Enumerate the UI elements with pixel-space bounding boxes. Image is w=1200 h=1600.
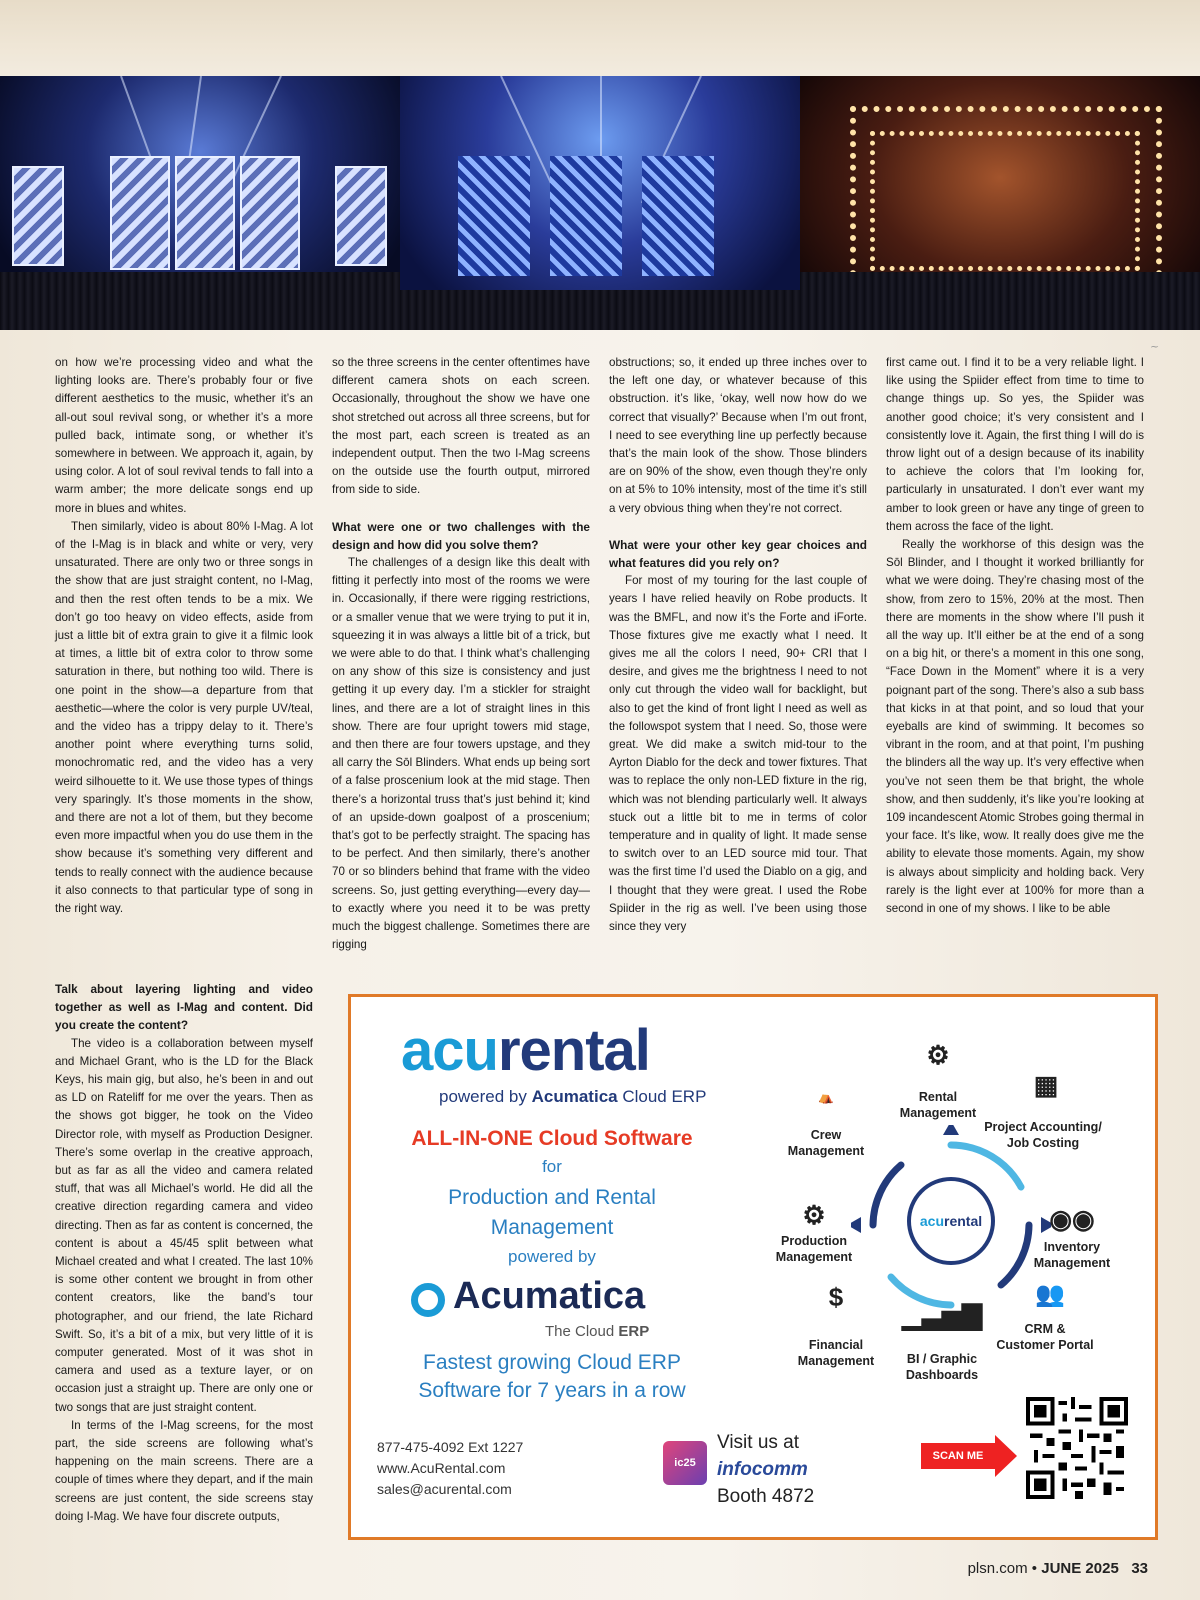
ad-email-link[interactable]: sales@acurental.com [377, 1481, 512, 1497]
article-column-4 [886, 354, 1144, 918]
paragraph: In terms of the I-Mag screens, for the most part, the side screens are following what’s happening on the main screens. There are a couple of times where they depart, and if the main screens are just content, the side screens stay doing I-Mag. We have four discrete outputs, [55, 1418, 313, 1523]
paragraph: first came out. I find it to be a very reliable light. I like using the Spiider effect from time to time to change things up. So yes, the Spiider was another good choice; it’s very consistent and I consistently love it. Again, the first thing I will do is throw light out of a design because of its inability to achieve the colors that I’m looking for, particularly in unsaturated. I don’t ever want my amber to look green or have any tinge of green to them across the face of the light. [886, 356, 1144, 533]
powered-by-acumatica-line: powered by Acumatica Cloud ERP [439, 1087, 707, 1106]
page-number: 33 [1131, 1560, 1148, 1577]
arrow-right-icon [995, 1435, 1017, 1477]
concert-photo-left [0, 76, 400, 330]
acumatica-wordmark: Acumatica [453, 1275, 646, 1317]
article-column-2 [332, 354, 590, 955]
paragraph: The video is a collaboration between myself and Michael Grant, who is the LD for the Black Keys, his main gig, but also, he’s been in and out as LD on Rateliff for me over the years. Then as the shows got bigger, he took on the Video Director role, with myself as Production Designer. There’s some overlap in the creative approach, but as far as all the video and camera related stuff, that was all Michael’s world. He did all the creative direction regarding camera and video directing. Then as far as content is concerned, the content is about a 45/45 split between what Michael created and what I created. The last 10% is some other content we brought in from other content creators, like the band’s tour photographer, and our friend, the late Richard Swift. So, it’s a bit of a mix, but very little of it is computer generated. Most of it was shot in camera and used as a texture layer, or on occasion just a straight up. There are only one or two songs that are just straight content. [55, 1036, 313, 1414]
acumatica-tagline: The Cloud ERP [545, 1323, 650, 1340]
feature-financial-management: Financial Management [797, 1338, 875, 1368]
production-gear-icon: ⚙ [802, 1200, 826, 1230]
bar-chart-icon: ▁▃▅▇ [902, 1300, 982, 1330]
top-parchment-band [0, 0, 1200, 76]
acurental-logo: acurental [401, 1018, 650, 1083]
ad-production-rental: Production and Rental Management [448, 1186, 656, 1239]
paragraph: For most of my touring for the last couple of years I have relied heavily on Robe products. It was the BMFL, and now it’s the Forte and iForte. Those fixtures give me exactly what I need. It gives me all the colors I need, 90+ CRI that I desire, and gives me the brightness I need to not only cut through the video wall for backlight, but also to get the kind of front light I need as well as the followspot system that I need. So, those were great. We did make a switch mid-tour to the Ayrton Diablo for the deck and tower fixtures. That was to replace the only non-LED fixture in the rig, which was not blending particularly well. It always stuck out a little bit to me in terms of color temperature and in quality of light. It made sense to switch over to an LED source mid tour. That was the first time I’d used the Diablo on a gig, and I thought that they were great. I used the Robe Spiider in the rig as well. I’ve been using those since they very [609, 574, 867, 934]
rental-gears-icon: ⚙ [926, 1040, 950, 1070]
speakers-icon: ◉◉ [1049, 1204, 1095, 1234]
ad-powered-by: powered by [508, 1247, 596, 1266]
article-column-1-lower [55, 980, 313, 1526]
subheading: What were one or two challenges with the design and how did you solve them? [332, 519, 590, 552]
ad-headline: ALL-IN-ONE Cloud Software [411, 1127, 693, 1150]
feature-project-accounting: Project Accounting/ Job Costing [984, 1120, 1102, 1150]
paragraph: The challenges of a design like this dealt with fitting it perfectly into most of the rooms we were in. Occasionally, if there were rigging restrictions, or a smaller venue that we were trying to put it in, squeezing it in was always a little bit of a trick, but we were able to do that. I think what’s challenging on any show of this size is consistency and just getting it up every day. I’m a stickler for straight lines, and there are a lot of straight lines in this show. There are four upright towers mid stage, and then there are four towers upstage, and they all carry the Sōl Blinders. What ends up being sort of a false proscenium look at the mid stage. Then there’s a horizontal truss that’s just behind it; kind of an upside-down goalpost of a proscenium; that’s got to be perfectly straight. The spacing has to be perfect. And then similarly, there’s another 70 or so blinders behind that frame with the video screens. So, just getting everything—every day—to exactly where you need it to be was pretty much the biggest challenge. Sometimes there are rigging [332, 556, 590, 952]
article-column-3 [609, 354, 867, 936]
paragraph: so the three screens in the center oftentimes have different camera shots on each screen. Occasionally, throughout the show we have one shot stretched out across all three screens, but for the most part, each screen is treated as an independent output. Then the two I-Mag screens on the outside use the fourth output, mirrored from side to side. [332, 356, 590, 497]
paragraph: Really the workhorse of this design was the Sōl Blinder, and I thought it worked brilliantly for what we were doing. They’re chasing most of the show, from zero to 15%, 20% at the most. Then there are moments in the show where I’ll push it all the way up. It’ll either be at the end of a song on a big hit, or there’s a moment in this one song, “Face Down in the Moment” where it is a very poignant part of the song. There’s also a sub bass that kicks in at that point, and so loud that your eyeballs are kind of swimming. It becomes so vibrant in the room, and at that point, I’m pushing the blinders all the way up. It’s very effective when you’ve not seen them be that bright, the whole show, and then suddenly, it’s like you’re looking at 109 incandescent Atomic Strobes going thermal in your face. It’s like, wow. It really does give me the ability to elevate those moments. Again, my show is always about simplicity and holding back. Very rarely is the light ever at 100% for more than a second in one of my shows. I like to be able [886, 538, 1144, 916]
ad-contact-info [377, 1437, 523, 1500]
concert-photo-center [400, 76, 800, 330]
feature-rental-management: Rental Management [899, 1090, 977, 1120]
article-column-1 [55, 354, 313, 918]
concert-photo-strip [0, 76, 1200, 330]
feature-crew-management: Crew Management [787, 1128, 865, 1158]
subheading: What were your other key gear choices and what features did you rely on? [609, 537, 867, 571]
feature-inventory-management: Inventory Management [1033, 1240, 1111, 1270]
crew-icon: ⛺ [818, 1090, 834, 1104]
ad-phone: 877-475-4092 Ext 1227 [377, 1439, 524, 1455]
footer-issue: JUNE 2025 [1041, 1560, 1119, 1577]
stage-truss-icon: ▦ [1033, 1070, 1059, 1100]
ad-website-link[interactable]: www.AcuRental.com [377, 1460, 506, 1476]
acurental-advertisement[interactable] [348, 994, 1158, 1540]
acumatica-logo-icon [411, 1283, 445, 1317]
paragraph: Then similarly, video is about 80% I-Mag. A lot of the I-Mag is in black and white or very, very unsaturated. There are only two or three songs in the show that are just straight content, no I-Mag, and then the rest often tends to be a mix. We don’t go too heavy on video effects, aside from just a little bit of extra grain to give it a filmic look at times, a little bit of extra color to throw some saturation in there, but nothing too wild. There is one point in the show—a departure from that aesthetic—where the color is very purple UV/teal, and the video has a trippy delay to it. There’s another point where everything turns solid, monochromatic red, and the video has a very weird silhouette to it. We use those types of things very sparingly. It’s those moments in the show, and there are not a lot of them, but they become even more impactful when you do use them in the show because it’s something very different and tends to really connect with the audience because it also connects to that particular type of song in the right way. [55, 519, 313, 916]
paragraph: on how we’re processing video and what the lighting looks are. There’s probably four or five different aesthetics to the music, whether it’s an all-out soul revival song, or whether it’s a more pulled back, intimate song, or whether it’s somewhere in between. We approach it, again, by using color. A lot of soul revival tends to fall into a warm amber; the more delicate songs end up more in blues and whites. [55, 356, 313, 515]
article-columns [55, 354, 1145, 978]
feature-production-management: Production Management [775, 1234, 853, 1264]
subheading: Talk about layering lighting and video together as well as I-Mag and content. Did you create the content? [55, 982, 313, 1033]
footer-site: plsn.com [967, 1560, 1028, 1577]
dollar-icon: $ [828, 1282, 844, 1312]
scan-me-label: SCAN ME [921, 1443, 995, 1469]
customers-icon: 👥 [1035, 1281, 1065, 1308]
concert-photo-right [800, 76, 1200, 330]
qr-code-icon[interactable] [1026, 1397, 1128, 1499]
page-footer: plsn.com • JUNE 2025 33 [967, 1560, 1148, 1577]
paragraph: obstructions; so, it ended up three inches over to the left one day, or whatever because of this obstruction. it’s like, ‘okay, well now how do we correct that visually?’ Because when I’m out front, I need to see everything line up perfectly because that’s the main look of the show. Those blinders are on 90% of the show, even though they’re only on at 5% to 10% intensity, most of the time it’s still a very obvious thing when they’re not correct. [609, 356, 867, 515]
feature-crm-portal: CRM & Customer Portal [996, 1322, 1094, 1352]
ad-fastest-growing: Fastest growing Cloud ERP Software for 7 years in a row [418, 1351, 686, 1402]
ad-for-text: for [542, 1157, 562, 1176]
ad-visit-booth: Visit us at infocomm Booth 4872 [717, 1432, 815, 1507]
acurental-hub: acu rental [907, 1177, 995, 1265]
margin-handwriting: ~ [1150, 340, 1160, 353]
ic25-logo-icon: ic25 [663, 1441, 707, 1485]
feature-bi-dashboards: BI / Graphic Dashboards [905, 1352, 979, 1382]
